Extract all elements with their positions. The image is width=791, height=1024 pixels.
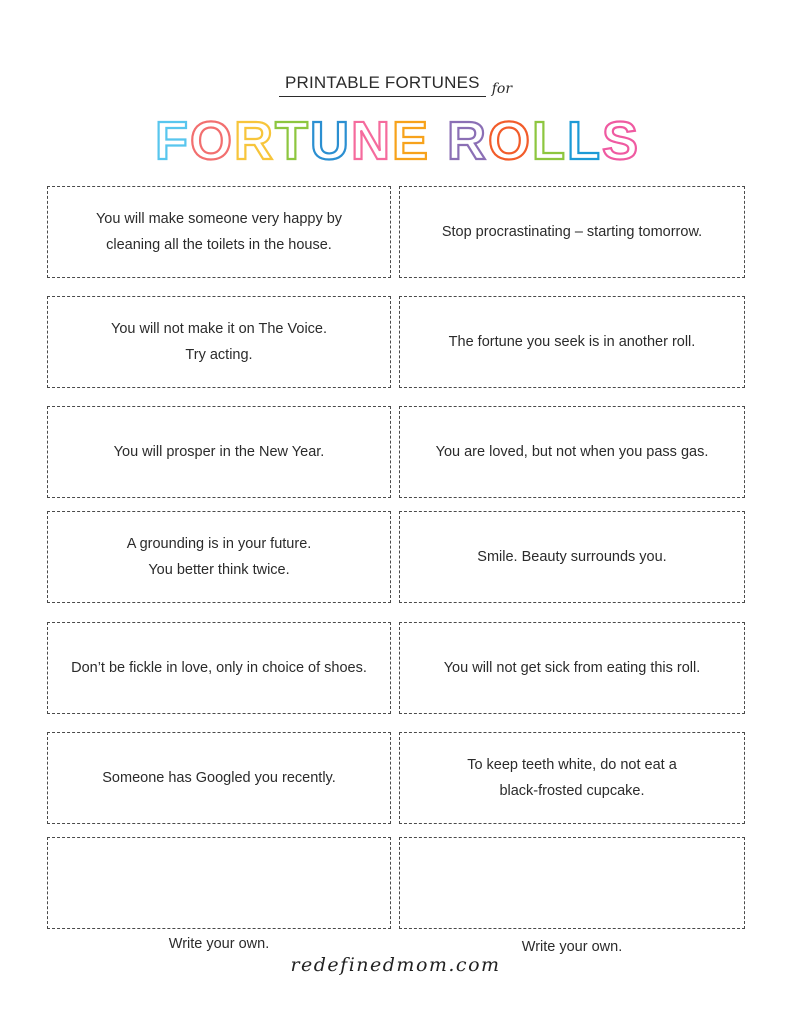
fortune-row	[47, 622, 747, 716]
fortune-card-left	[47, 511, 391, 603]
subtitle	[0, 73, 791, 97]
fortune-text: Don’t be fickle in love, only in choice of shoes.	[71, 660, 367, 676]
write-your-own-caption-right: Write your own.	[521, 939, 623, 955]
fortune-card-right	[399, 186, 745, 278]
fortune-row	[47, 837, 747, 931]
fortune-text: Stop procrastinating – starting tomorrow.	[441, 224, 703, 240]
fortune-card-right	[399, 406, 745, 498]
fortune-card-right	[399, 296, 745, 388]
fortune-text: You will prosper in the New Year.	[113, 444, 325, 460]
fortune-card-right	[399, 837, 745, 929]
fortune-text: You are loved, but not when you pass gas.	[435, 444, 709, 460]
header	[0, 0, 791, 180]
fortune-card-right	[399, 732, 745, 824]
fortune-text: A grounding is in your future. You better think twice.	[126, 536, 312, 578]
site-footer: redefinedmom.com	[290, 954, 501, 976]
fortune-card-left	[47, 732, 391, 824]
fortune-card-left	[47, 186, 391, 278]
fortune-text: You will not get sick from eating this roll.	[443, 660, 701, 676]
subtitle-text: PRINTABLE FORTUNES	[279, 73, 486, 97]
fortune-card-right	[399, 622, 745, 714]
write-your-own-caption-left: Write your own.	[168, 936, 270, 952]
fortune-card-left	[47, 406, 391, 498]
fortune-text: The fortune you seek is in another roll.	[448, 334, 696, 350]
fortune-card-left	[47, 622, 391, 714]
fortune-text: Smile. Beauty surrounds you.	[477, 549, 667, 565]
fortune-row	[47, 186, 747, 280]
fortune-card-left	[47, 296, 391, 388]
fortune-card-left	[47, 837, 391, 929]
fortune-rolls-title	[154, 111, 641, 171]
fortune-text: You will not make it on The Voice. Try acting.	[110, 321, 328, 363]
fortune-text: To keep teeth white, do not eat a black-frosted cupcake.	[467, 757, 677, 799]
title-text: FORTUNE ROLLS	[154, 111, 641, 171]
fortune-row	[47, 511, 747, 605]
fortune-row	[47, 296, 747, 390]
fortune-text: You will make someone very happy by cleaning all the toilets in the house.	[95, 211, 343, 253]
fortune-text: Someone has Googled you recently.	[102, 770, 336, 786]
fortune-row	[47, 732, 747, 826]
fortune-row	[47, 406, 747, 500]
subtitle-connector: for	[491, 81, 513, 97]
fortune-card-right	[399, 511, 745, 603]
